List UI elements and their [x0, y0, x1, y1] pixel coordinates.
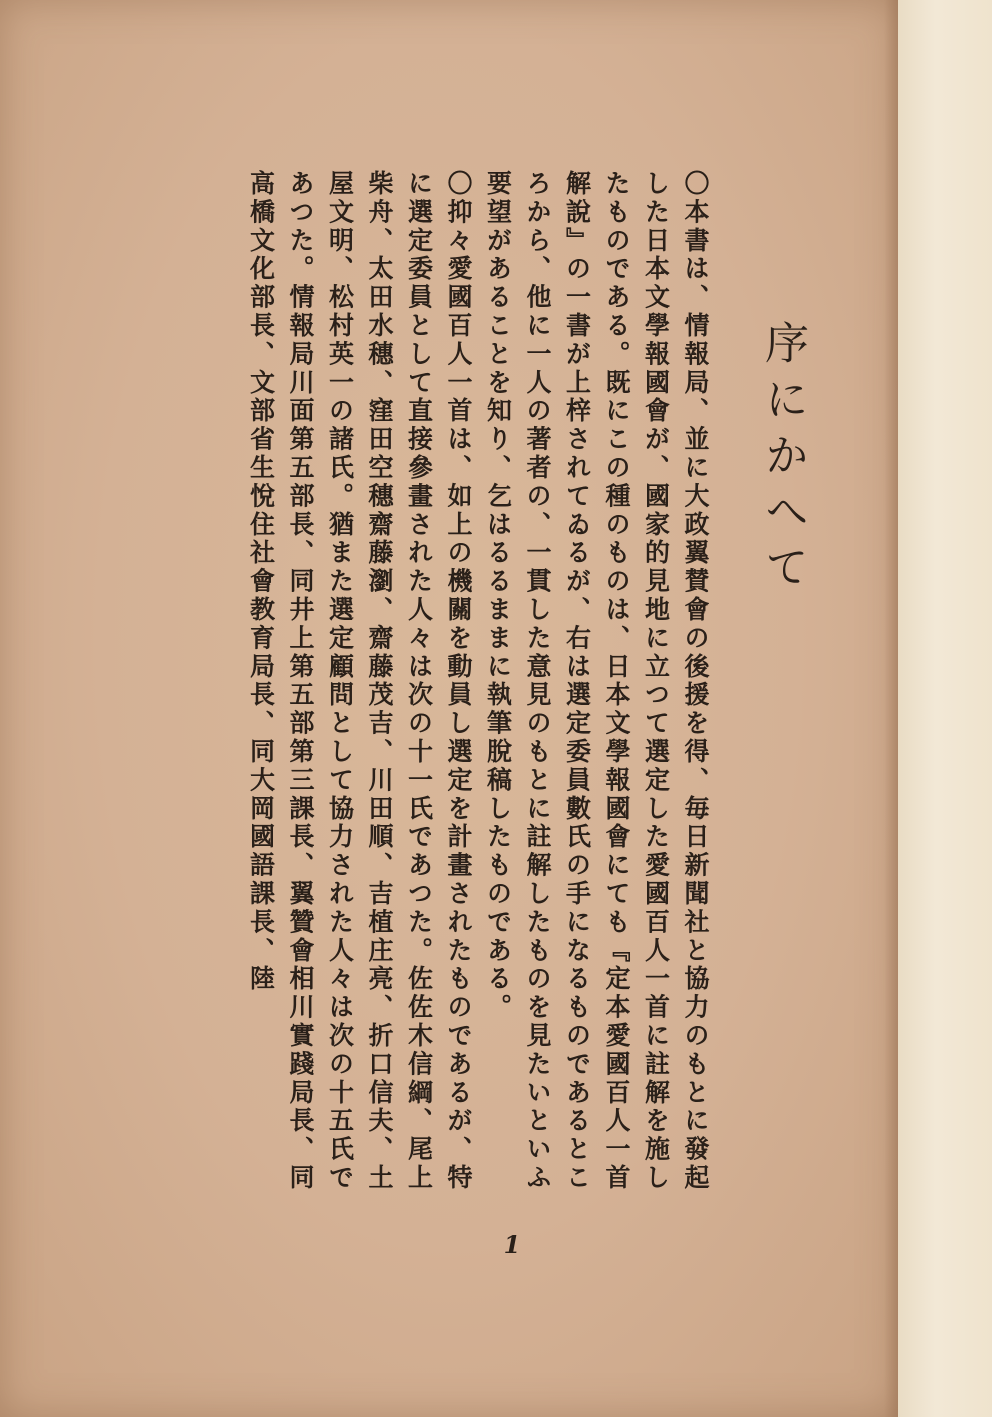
adjacent-page-edge	[898, 0, 992, 1417]
paragraph-1: 〇本書は、情報局、並に大政翼賛會の後援を得、毎日新聞社と協力のもとに發起した日本文學報國會が、國家的見地に立つて選定した愛國百人一首に註解を施したものである。既にこの種のものは、日本文學報國會にても『定本愛國百人一首解說』の一書が上梓されてゐるが、右は選定委員數氏の手になるものであるところから、他に一人の著者の、一貫した意見のもとに註解したものを見たいといふ要望があることを知り、乞はるるままに執筆脫稿したものである。	[483, 170, 710, 1193]
page-title: 序にかへて	[757, 320, 808, 600]
paragraph-2: 〇抑々愛國百人一首は、如上の機關を動員し選定を計畫されたものであるが、特に選定委員として直接參畫された人々は次の十一氏であつた。佐佐木信綱、尾上柴舟、太田水穗、窪田空穗齋藤瀏、齋藤茂吉、川田順、吉植庄亮、折口信夫、土屋文明、松村英一の諸氏。猶また選定顧問として協力された人々は次の十五氏であつた。情報局川面第五部長、同井上第五部第三課長、翼贊會相川實踐局長、同高橋文化部長、文部省生悅住社會教育局長、同大岡國語課長、陸	[246, 170, 473, 1193]
body-text	[205, 170, 715, 1220]
page-number: 1	[503, 1230, 521, 1259]
